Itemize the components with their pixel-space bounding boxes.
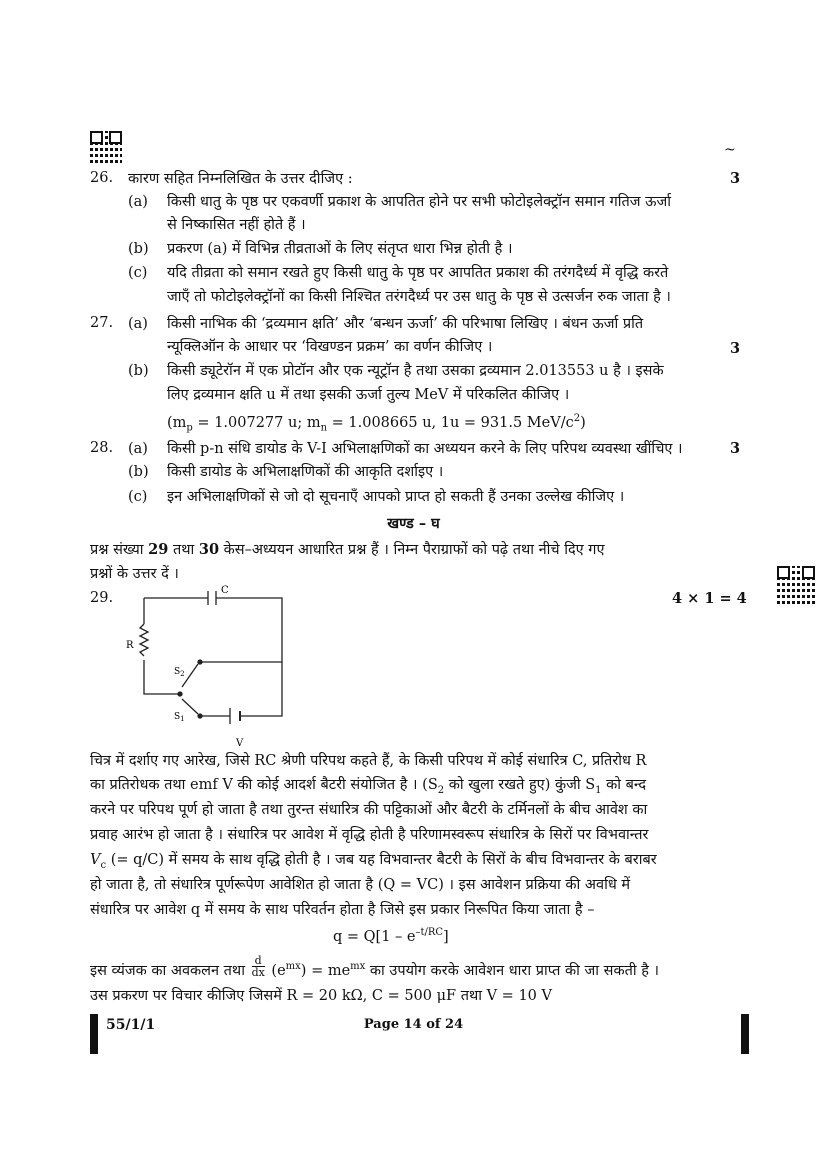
- q26-c-line1: यदि तीव्रता को समान रखते हुए किसी धातु के पृष्ठ पर आपतित प्रकाश की तरंगदैर्ध्य में वृद्धि करते: [167, 265, 669, 281]
- q27-a-line2: न्यूक्लिऑन के आधार पर ‘विखण्डन प्रक्रम’ का वर्णन कीजिए ।: [167, 339, 493, 355]
- q27-a-line1: किसी नाभिक की ‘द्रव्यमान क्षति’ और ‘बन्धन ऊर्जा’ की परिभाषा लिखिए । बंधन ऊर्जा प्रति: [167, 316, 644, 332]
- q26-number: 26.: [90, 170, 114, 186]
- q29-para-line4: प्रवाह आरंभ हो जाता है । संधारित्र पर आवेश में वृद्धि होती है परिणामस्वरूप संधारित्र के सिरों पर विभवान्तर: [90, 827, 649, 843]
- q26-c-label: (c): [128, 265, 148, 281]
- q29-marks: 4 × 1 = 4: [672, 590, 747, 607]
- section-instruction-line1: प्रश्न संख्या 29 तथा 30 केस–अध्ययन आधारित प्रश्न हैं । निम्न पैराग्राफों को पढ़े तथा नीचे दिए गए: [90, 541, 605, 558]
- q29-para-line2: का प्रतिरोधक तथा emf V की कोई आदर्श बैटरी संयोजित है । ($S_2$ को खुला रखते हुए) कुंजी $S_1$ को बन्द: [90, 777, 647, 796]
- q29-number: 29.: [90, 590, 114, 606]
- q28-c-line1: इन अभिलाक्षणिकों से जो दो सूचनाएँ आपको प्राप्त हो सकती हैं उनका उल्लेख कीजिए ।: [167, 489, 625, 505]
- q27-b-line1: किसी ड्यूटेरॉन में एक प्रोटॉन और एक न्यूट्रॉन है तथा उसका द्रव्यमान 2.013553 u है । इसके: [167, 363, 664, 379]
- rc-circuit-diagram: [120, 582, 300, 752]
- section-instruction-line2: प्रश्नों के उत्तर दें ।: [90, 566, 179, 582]
- circuit-label-s2: $S_2$: [174, 667, 185, 678]
- circuit-label-v: V: [236, 738, 244, 749]
- q27-marks: 3: [730, 340, 741, 357]
- circuit-label-c: C: [221, 585, 229, 596]
- circuit-label-s1: $S_1$: [174, 712, 185, 723]
- footer-right-bar: [741, 1014, 749, 1054]
- q27-b-label: (b): [128, 363, 149, 379]
- circuit-label-r: R: [126, 640, 134, 651]
- q27-b-masses: ($m_p = 1.007277$ u; $m_n = 1.008665$ u, 1u = 931.5 MeV/$c^2$): [167, 413, 586, 434]
- q26-intro: कारण सहित निम्नलिखित के उत्तर दीजिए :: [128, 171, 353, 187]
- q29-para-line9: उस प्रकरण पर विचार कीजिए जिसमें R = 20 kΩ, C = 500 μF तथा V = 10 V: [90, 988, 552, 1004]
- q26-b-label: (b): [128, 241, 149, 257]
- q28-marks: 3: [730, 440, 741, 457]
- q27-a-label: (a): [128, 316, 148, 332]
- qr-code-right: [777, 566, 815, 604]
- q29-para-line8: इस व्यंजक का अवकलन तथा $\frac{d}{dx}$ $(e^{mx}) = me^{mx}$ का उपयोग करके आवेशन धारा प्राप्त की जा सकती है ।: [90, 954, 660, 980]
- q29-para-line1: चित्र में दर्शाए गए आरेख, जिसे RC श्रेणी परिपथ कहते हैं, के किसी परिपथ में कोई संधारित्र C, प्रतिरोध R: [90, 753, 647, 769]
- q28-b-line1: किसी डायोड के अभिलाक्षणिकों की आकृति दर्शाइए ।: [167, 464, 444, 480]
- q28-b-label: (b): [128, 464, 149, 480]
- footer-code: 55/1/1: [106, 1017, 156, 1033]
- q28-number: 28.: [90, 440, 114, 456]
- q28-a-line1: किसी p-n संधि डायोड के V-I अभिलाक्षणिकों का अध्ययन करने के लिए परिपथ व्यवस्था खींचिए ।: [167, 441, 683, 457]
- section-title: खण्ड – घ: [387, 515, 440, 532]
- qr-code-top-left: [90, 131, 122, 163]
- q27-number: 27.: [90, 315, 114, 331]
- q28-c-label: (c): [128, 489, 148, 505]
- q29-equation: $q = Q[1 - e^{-t/RC}]$: [333, 927, 449, 945]
- q29-para-line7: संधारित्र पर आवेश q में समय के साथ परिवर्तन होता है जिसे इस प्रकार निरूपित किया जाता है –: [90, 902, 595, 918]
- q26-a-line2: से निष्कासित नहीं होते हैं ।: [167, 217, 306, 233]
- tilde-mark: ~: [724, 142, 736, 158]
- q26-a-line1: किसी धातु के पृष्ठ पर एकवर्णी प्रकाश के आपतित होने पर सभी फोटोइलेक्ट्रॉन समान गतिज ऊर्जा: [167, 194, 672, 210]
- q26-c-line2: जाएँ तो फोटोइलेक्ट्रॉनों का किसी निश्चित तरंगदैर्ध्य पर उस धातु के पृष्ठ से उत्सर्जन रुक जाता है ।: [167, 289, 671, 305]
- q26-b-line1: प्रकरण (a) में विभिन्न तीव्रताओं के लिए संतृप्त धारा भिन्न होती है ।: [167, 241, 513, 257]
- q29-para-line5: $V_c$ (= q/C) में समय के साथ वृद्धि होती है । जब यह विभवान्तर बैटरी के सिरों के बीच विभवान्तर के बराबर: [90, 852, 657, 871]
- q28-a-label: (a): [128, 441, 148, 457]
- q29-para-line6: हो जाता है, तो संधारित्र पूर्णरूपेण आवेशित हो जाता है (Q = VC) । इस आवेशन प्रक्रिया की अवधि में: [90, 877, 631, 893]
- q26-marks: 3: [730, 170, 741, 187]
- footer-page-number: Page 14 of 24: [363, 1017, 464, 1032]
- derivative-fraction: $\frac{d}{dx}$: [251, 954, 265, 980]
- q27-b-line2: लिए द्रव्यमान क्षति u में तथा इसकी ऊर्जा तुल्य MeV में परिकलित कीजिए ।: [167, 387, 570, 403]
- q26-a-label: (a): [128, 194, 148, 210]
- q29-para-line3: करने पर परिपथ पूर्ण हो जाता है तथा तुरन्त संधारित्र की पट्टिकाओं और बैटरी के टर्मिनलों के बीच आवेश का: [90, 802, 648, 818]
